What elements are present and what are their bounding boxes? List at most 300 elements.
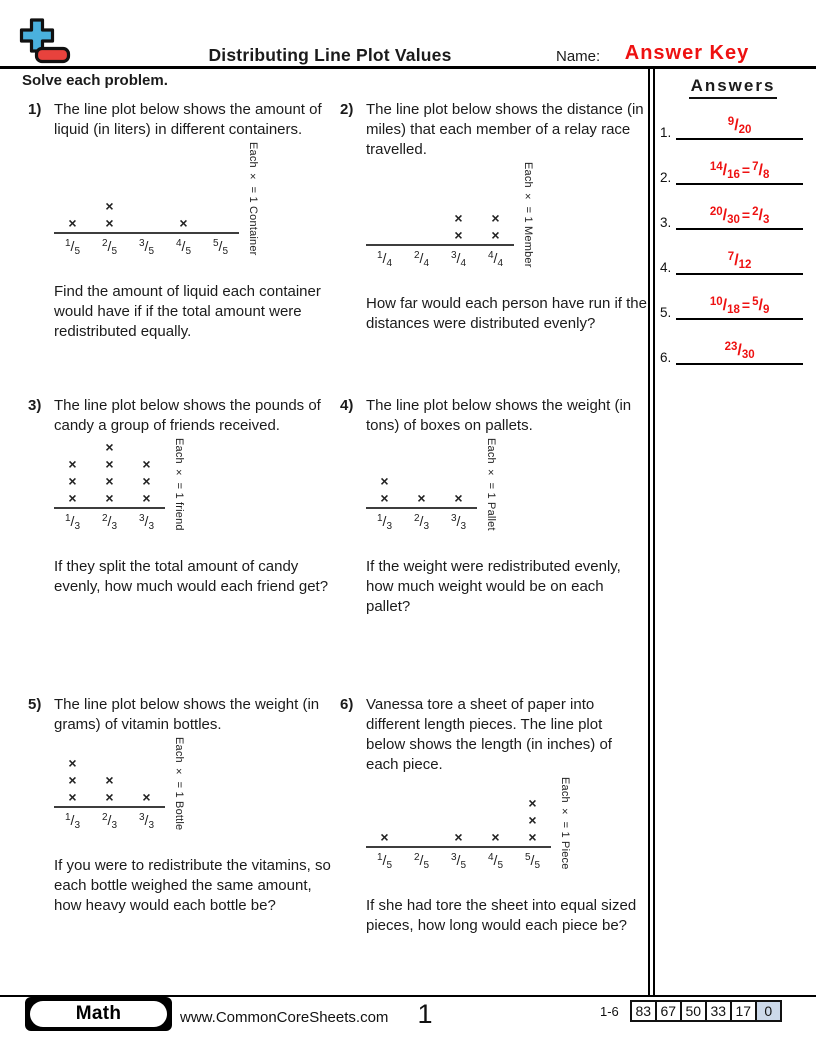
answer-number: 4. (660, 260, 672, 275)
x-mark: × (454, 828, 463, 845)
fraction (377, 250, 392, 267)
fraction (414, 852, 429, 869)
plot-axis (366, 210, 514, 246)
tick-label (440, 850, 477, 874)
answer-line (676, 162, 803, 185)
tick-label (477, 850, 514, 874)
fraction-slash: / (722, 162, 728, 179)
problem-statement (28, 695, 340, 735)
fraction-slash: / (493, 851, 498, 868)
tick-label (403, 248, 440, 272)
answer-number: 1. (660, 125, 672, 140)
x-mark: × (105, 489, 114, 506)
answer-item-3 (650, 185, 816, 230)
fraction-denominator: 5 (386, 859, 392, 871)
fraction (139, 238, 154, 255)
x-mark-stack (128, 789, 165, 806)
score-box: 50 (680, 1000, 707, 1022)
fraction (451, 250, 466, 267)
fraction-slash: / (181, 237, 186, 254)
problem-number: 5) (28, 696, 42, 713)
fraction (728, 252, 752, 269)
x-mark: × (68, 455, 77, 472)
x-mark: × (105, 455, 114, 472)
x-mark: × (380, 828, 389, 845)
fraction-slash: / (107, 237, 112, 254)
fraction-denominator: 5 (497, 859, 503, 871)
fraction-denominator: 5 (185, 245, 191, 257)
fraction-denominator: 3 (74, 520, 80, 532)
fraction-slash: / (456, 512, 461, 529)
x-mark: × (454, 226, 463, 243)
x-mark: × (105, 772, 114, 789)
fraction-denominator: 30 (741, 349, 755, 361)
x-mark: × (105, 472, 114, 489)
plot-tick-labels (366, 509, 477, 535)
x-mark: × (68, 789, 77, 806)
x-mark-stack (440, 829, 477, 846)
fraction-denominator: 5 (148, 245, 154, 257)
fraction (710, 207, 740, 224)
fraction-numerator: 10 (709, 296, 723, 308)
plot-key-label: Each × = 1 friend (173, 438, 185, 531)
fraction (377, 852, 392, 869)
fraction-denominator: 3 (148, 520, 154, 532)
x-mark: × (528, 828, 537, 845)
x-mark: × (380, 489, 389, 506)
fraction-numerator: 3 (138, 512, 145, 524)
fraction (725, 342, 755, 359)
x-mark: × (179, 214, 188, 231)
tick-label (514, 850, 551, 874)
x-mark-stack (54, 215, 91, 232)
plot-main (366, 795, 551, 874)
score-range: 1-6 (600, 1003, 619, 1019)
plot-axis (366, 795, 551, 848)
x-mark-stack (440, 210, 477, 244)
score-box: 83 (630, 1000, 657, 1022)
problem-question: If they split the total amount of candy evenly, how much would each friend get? (54, 557, 329, 595)
fraction-denominator: 18 (727, 304, 740, 316)
fraction (488, 250, 503, 267)
site-url: www.CommonCoreSheets.com (180, 1009, 389, 1026)
tick-label (91, 810, 128, 834)
tick-label (128, 236, 165, 260)
fraction (377, 513, 392, 530)
answer-line (676, 297, 803, 320)
fraction-denominator: 30 (727, 214, 740, 226)
line-plot (54, 438, 340, 535)
fraction-denominator: 5 (111, 245, 117, 257)
tick-label (403, 511, 440, 535)
tick-label (202, 236, 239, 260)
fraction-numerator: 1 (376, 512, 383, 524)
fraction-slash: / (456, 851, 461, 868)
tick-label (128, 810, 165, 834)
x-mark: × (142, 472, 151, 489)
page-number: 1 (417, 999, 433, 1029)
fraction-numerator: 2 (752, 206, 759, 218)
fraction-numerator: 1 (64, 237, 71, 249)
fraction-numerator: 3 (138, 237, 145, 249)
problem-number: 1) (28, 101, 42, 118)
x-mark-stack (477, 829, 514, 846)
plot-axis (54, 439, 165, 509)
plot-key-label: Each × = 1 Container (247, 142, 259, 256)
fraction-slash: / (758, 297, 763, 314)
tick-label (403, 850, 440, 874)
tick-label (54, 511, 91, 535)
problem-question: If you were to redistribute the vitamins, so each bottle weighed the same amount, how heavy would each bottle be? (54, 857, 331, 915)
x-mark: × (491, 828, 500, 845)
fraction-slash: / (107, 812, 112, 829)
fraction-numerator: 9 (727, 116, 735, 128)
fraction-denominator: 20 (738, 124, 752, 136)
tick-label (440, 248, 477, 272)
tick-label (366, 511, 403, 535)
plot-tick-labels (54, 509, 165, 535)
line-plot (366, 162, 648, 272)
problem-question: If she had tore the sheet into equal sized pieces, how long would each piece be? (366, 896, 637, 934)
fraction (752, 162, 769, 179)
fraction-denominator: 3 (111, 520, 117, 532)
tick-label (91, 511, 128, 535)
plot-axis (366, 473, 477, 509)
fraction-numerator: 1 (376, 851, 383, 863)
fraction-slash: / (737, 342, 742, 359)
fraction-denominator: 5 (460, 859, 466, 871)
fraction-slash: / (734, 252, 739, 269)
fraction-denominator: 5 (423, 859, 429, 871)
fraction-denominator: 5 (534, 859, 540, 871)
fraction-slash: / (382, 851, 387, 868)
score-box: 0 (755, 1000, 782, 1022)
fraction-numerator: 4 (175, 237, 182, 249)
fraction-slash: / (722, 207, 728, 224)
problem-number: 2) (340, 101, 354, 118)
fraction-denominator: 3 (74, 820, 80, 832)
fraction (414, 513, 429, 530)
fraction-numerator: 4 (487, 249, 494, 261)
fraction (138, 812, 154, 832)
problem-1 (28, 100, 340, 396)
fraction-numerator: 7 (752, 161, 759, 173)
fraction-slash: / (758, 162, 763, 179)
x-mark-stack (403, 490, 440, 507)
tick-label (165, 236, 202, 260)
x-mark-stack (91, 772, 128, 806)
problem-6 (340, 695, 648, 936)
answer-item-4 (650, 230, 816, 275)
line-plot (366, 438, 648, 535)
fraction-numerator: 14 (709, 161, 723, 173)
problem-2 (340, 100, 648, 396)
plot-tick-labels (366, 246, 514, 272)
fraction-denominator: 3 (460, 520, 466, 532)
tick-label (477, 248, 514, 272)
answer-line (676, 342, 803, 365)
plot-key-label: Each × = 1 Piece (559, 777, 571, 870)
plot-axis (54, 198, 239, 234)
fraction-slash: / (144, 512, 149, 529)
problem-text: The line plot below shows the distance (in miles) that each member of a relay race travelled. (366, 101, 644, 158)
x-mark: × (528, 794, 537, 811)
fraction-denominator: 12 (738, 259, 752, 271)
fraction (752, 207, 769, 224)
answer-number: 6. (660, 350, 672, 365)
x-mark: × (491, 209, 500, 226)
tick-label (128, 511, 165, 535)
fraction-slash: / (107, 512, 112, 529)
fraction-numerator: 3 (450, 851, 457, 863)
answer-item-2 (650, 140, 816, 185)
x-mark-stack (366, 473, 403, 507)
instructions: Solve each problem. (22, 72, 168, 89)
fraction-numerator: 1 (376, 249, 383, 261)
fraction (64, 812, 80, 832)
fraction (65, 513, 80, 530)
fraction (451, 852, 466, 869)
fraction (176, 238, 191, 255)
fraction-numerator: 2 (101, 512, 108, 524)
x-mark: × (142, 789, 151, 806)
fraction-denominator: 16 (727, 169, 740, 181)
fraction (525, 852, 540, 869)
x-mark: × (142, 455, 151, 472)
x-mark: × (68, 489, 77, 506)
x-mark-stack (165, 215, 202, 232)
problem-text: The line plot below shows the amount of liquid (in liters) in different containers. (54, 101, 322, 138)
problem-text: The line plot below shows the weight (in grams) of vitamin bottles. (54, 696, 320, 733)
x-mark-stack (366, 829, 403, 846)
problem-statement (28, 396, 340, 436)
problems-grid (28, 100, 648, 936)
fraction-numerator: 2 (101, 237, 108, 249)
fraction-numerator: 3 (138, 812, 145, 824)
x-mark: × (454, 209, 463, 226)
name-label: Name: (556, 48, 601, 65)
plot-main (366, 473, 477, 535)
x-mark: × (105, 197, 114, 214)
fraction-slash: / (493, 249, 498, 266)
fraction-denominator: 3 (762, 214, 770, 226)
x-mark: × (417, 489, 426, 506)
fraction-numerator: 1 (64, 812, 71, 824)
problem-statement (340, 695, 648, 775)
answer-key-value: Answer Key (624, 42, 750, 64)
plot-main (54, 198, 239, 260)
fraction-slash: / (456, 249, 461, 266)
fraction-slash: / (382, 249, 387, 266)
fraction (139, 513, 154, 530)
fraction (488, 852, 503, 869)
x-mark-stack (128, 456, 165, 507)
fraction-numerator: 7 (727, 251, 735, 263)
line-plot (366, 777, 648, 874)
fraction-numerator: 5 (752, 296, 759, 308)
fraction-numerator: 2 (413, 512, 420, 524)
answer-item-1 (650, 99, 816, 140)
fraction-slash: / (734, 117, 739, 134)
fraction (414, 250, 429, 267)
score-box: 17 (730, 1000, 757, 1022)
problem-number: 3) (28, 397, 42, 414)
plot-axis (54, 755, 165, 808)
fraction-denominator: 8 (762, 169, 770, 181)
x-mark: × (105, 214, 114, 231)
fraction (451, 513, 466, 530)
answer-line (676, 117, 803, 140)
problem-question: Find the amount of liquid each container would have if if the total amount were redistributed equally. (54, 282, 321, 340)
x-mark-stack (440, 490, 477, 507)
fraction-denominator: 5 (222, 245, 228, 257)
plot-main (54, 755, 165, 834)
x-mark: × (68, 772, 77, 789)
x-mark: × (454, 489, 463, 506)
x-mark: × (105, 438, 114, 455)
fraction-denominator: 4 (460, 257, 466, 269)
score-box: 67 (655, 1000, 682, 1022)
x-mark-stack (91, 439, 128, 507)
fraction-numerator: 1 (64, 512, 71, 524)
fraction (213, 238, 228, 255)
fraction (728, 117, 752, 134)
fraction (102, 513, 117, 530)
fraction-slash: / (419, 249, 424, 266)
tick-label (366, 850, 403, 874)
answer-line (676, 252, 803, 275)
fraction-slash: / (419, 512, 424, 529)
fraction-numerator: 5 (524, 851, 531, 863)
tick-label (366, 248, 403, 272)
x-mark-stack (54, 755, 91, 806)
problem-question: If the weight were redistributed evenly, how much weight would be on each pallet? (366, 557, 621, 615)
fraction-denominator: 3 (423, 520, 429, 532)
problem-number: 6) (340, 696, 354, 713)
x-mark-stack (514, 795, 551, 846)
fraction-denominator: 4 (386, 257, 392, 269)
fraction-numerator: 20 (709, 206, 723, 218)
fraction-denominator: 3 (148, 820, 154, 832)
problem-text: The line plot below shows the weight (in tons) of boxes on pallets. (366, 397, 632, 434)
problem-text: Vanessa tore a sheet of paper into different length pieces. The line plot below shows the length (in inches) of each piece. (366, 696, 612, 773)
tick-label (91, 236, 128, 260)
fraction-denominator: 4 (497, 257, 503, 269)
problem-number: 4) (340, 397, 354, 414)
plot-main (366, 210, 514, 272)
fraction-slash: / (70, 237, 75, 254)
problem-4 (340, 396, 648, 695)
x-mark-stack (54, 456, 91, 507)
fraction (710, 297, 740, 314)
x-mark: × (528, 811, 537, 828)
math-badge-label: Math (30, 1001, 167, 1027)
fraction (101, 812, 117, 832)
problem-question: How far would each person have run if the distances were distributed evenly? (366, 294, 647, 332)
tick-label (54, 810, 91, 834)
fraction-slash: / (218, 237, 223, 254)
equals-sign: = (741, 162, 751, 178)
fraction (710, 162, 740, 179)
answer-number: 5. (660, 305, 672, 320)
fraction-numerator: 2 (413, 851, 420, 863)
answer-number: 2. (660, 170, 672, 185)
answers-panel (648, 69, 816, 995)
plot-key-label: Each × = 1 Member (522, 162, 534, 268)
fraction-slash: / (530, 851, 535, 868)
fraction-slash: / (419, 851, 424, 868)
fraction-slash: / (382, 512, 387, 529)
fraction-denominator: 9 (762, 304, 770, 316)
x-mark: × (142, 489, 151, 506)
fraction (102, 238, 117, 255)
equals-sign: = (741, 207, 751, 223)
x-mark: × (68, 472, 77, 489)
fraction-numerator: 2 (413, 249, 420, 261)
fraction (65, 238, 80, 255)
plot-tick-labels (366, 848, 551, 874)
fraction-denominator: 3 (386, 520, 392, 532)
x-mark-stack (91, 198, 128, 232)
plot-tick-labels (54, 234, 239, 260)
answers-title: Answers (689, 76, 778, 99)
problem-statement (340, 100, 648, 160)
tick-label (54, 236, 91, 260)
plot-key-label: Each × = 1 Bottle (173, 737, 185, 831)
line-plot (54, 142, 340, 260)
x-mark: × (105, 789, 114, 806)
x-mark: × (491, 226, 500, 243)
fraction-denominator: 4 (423, 257, 429, 269)
answer-item-6 (650, 320, 816, 365)
fraction-denominator: 3 (111, 820, 117, 832)
fraction-slash: / (144, 237, 149, 254)
score-row (600, 1000, 782, 1022)
line-plot (54, 737, 340, 834)
answer-number: 3. (660, 215, 672, 230)
plot-tick-labels (54, 808, 165, 834)
answer-item-5 (650, 275, 816, 320)
x-mark: × (68, 214, 77, 231)
answer-line (676, 207, 803, 230)
fraction-numerator: 3 (450, 512, 457, 524)
fraction-numerator: 3 (450, 249, 457, 261)
problem-3 (28, 396, 340, 695)
fraction-slash: / (758, 207, 763, 224)
fraction (752, 297, 769, 314)
fraction-numerator: 5 (212, 237, 219, 249)
fraction-slash: / (144, 812, 149, 829)
score-box: 33 (705, 1000, 732, 1022)
fraction-slash: / (70, 512, 75, 529)
fraction-numerator: 2 (101, 812, 108, 824)
problem-text: The line plot below shows the pounds of candy a group of friends received. (54, 397, 321, 434)
problem-statement (28, 100, 340, 140)
fraction-numerator: 23 (724, 341, 738, 353)
plot-key-label: Each × = 1 Pallet (485, 438, 497, 531)
fraction-slash: / (722, 297, 728, 314)
fraction-numerator: 4 (487, 851, 494, 863)
problem-statement (340, 396, 648, 436)
plot-main (54, 439, 165, 535)
equals-sign: = (741, 297, 751, 313)
x-mark-stack (477, 210, 514, 244)
math-badge (25, 997, 172, 1031)
x-mark: × (68, 755, 77, 772)
page-title: Distributing Line Plot Values (208, 45, 452, 65)
problem-5 (28, 695, 340, 936)
tick-label (440, 511, 477, 535)
